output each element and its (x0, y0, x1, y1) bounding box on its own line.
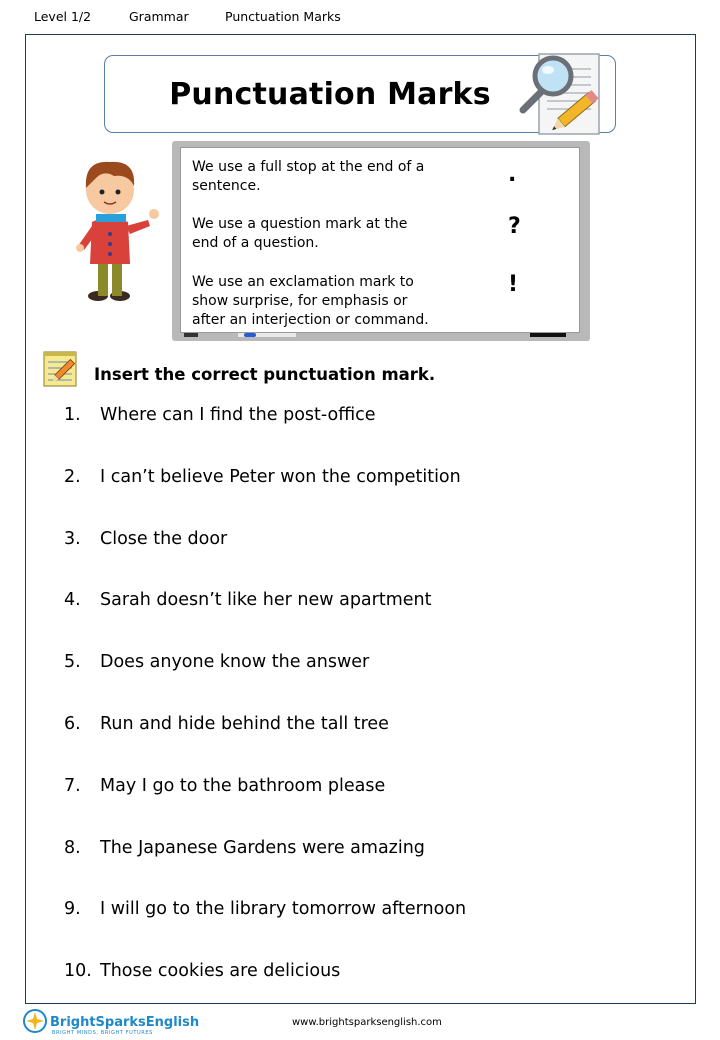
exercise-number: 1. (64, 405, 81, 425)
exercise-sentence: Run and hide behind the tall tree (100, 714, 389, 734)
exercise-item (64, 776, 385, 796)
exercise-item (64, 838, 425, 858)
rule-full-stop: We use a full stop at the end of a sentence. (192, 159, 425, 194)
exercise-number: 4. (64, 590, 81, 611)
exercise-item (64, 899, 466, 919)
mark-question: ? (508, 214, 521, 239)
boy-illustration (74, 150, 170, 306)
exercise-item (64, 961, 340, 981)
header-bar (34, 9, 341, 24)
board-marker-blue (244, 333, 256, 337)
mark-full-stop: . (508, 162, 517, 187)
svg-text:BRIGHT MINDS, BRIGHT FUTURES: BRIGHT MINDS, BRIGHT FUTURES (52, 1030, 153, 1036)
board-marker-black (530, 333, 566, 337)
header-topic: Punctuation Marks (225, 9, 341, 24)
exercise-number: 2. (64, 466, 81, 487)
exercise-sentence: I can’t believe Peter won the competition (100, 466, 461, 487)
rule-question-mark: We use a question mark at the end of a question. (192, 216, 408, 251)
exercise-item (64, 714, 389, 734)
exercise-item (64, 652, 369, 672)
board-eraser (184, 333, 198, 337)
exercise-sentence: Close the door (100, 528, 228, 549)
exercise-item (64, 529, 227, 549)
footer-url: www.brightsparksenglish.com (292, 1017, 442, 1028)
exercise-item (64, 467, 461, 487)
mark-exclamation: ! (508, 272, 519, 297)
header-subject: Grammar (129, 9, 189, 24)
exercise-item (64, 590, 431, 610)
exercise-number: 5. (64, 652, 81, 673)
brightsparks-logo (22, 1007, 202, 1037)
rule-exclamation-mark: We use an exclamation mark to show surprise, for emphasis or after an interjection or command. (192, 274, 429, 328)
exercise-number: 3. (64, 528, 81, 549)
exercise-number: 9. (64, 899, 81, 920)
svg-text:BrightSparksEnglish: BrightSparksEnglish (50, 1015, 200, 1030)
exercise-sentence: Sarah doesn’t like her new apartment (100, 590, 432, 611)
notepad-pencil-icon (42, 350, 80, 388)
exercise-number: 10. (64, 961, 92, 982)
exercise-sentence: Those cookies are delicious (100, 961, 341, 982)
exercise-number: 7. (64, 775, 81, 796)
exercise-sentence: The Japanese Gardens were amazing (100, 837, 425, 858)
exercise-number: 6. (64, 714, 81, 734)
page-title: Punctuation Marks (169, 76, 491, 112)
magnifier-pencil-icon (517, 50, 605, 138)
header-level: Level 1/2 (34, 9, 92, 24)
exercise-item (64, 405, 376, 425)
exercise-sentence: Does anyone know the answer (100, 652, 370, 673)
exercise-number: 8. (64, 837, 81, 858)
exercise-sentence: I will go to the library tomorrow afternoon (100, 899, 467, 920)
exercise-sentence: Where can I find the post-office (100, 405, 376, 425)
instruction-text: Insert the correct punctuation mark. (94, 365, 436, 384)
exercise-sentence: May I go to the bathroom please (100, 775, 386, 796)
